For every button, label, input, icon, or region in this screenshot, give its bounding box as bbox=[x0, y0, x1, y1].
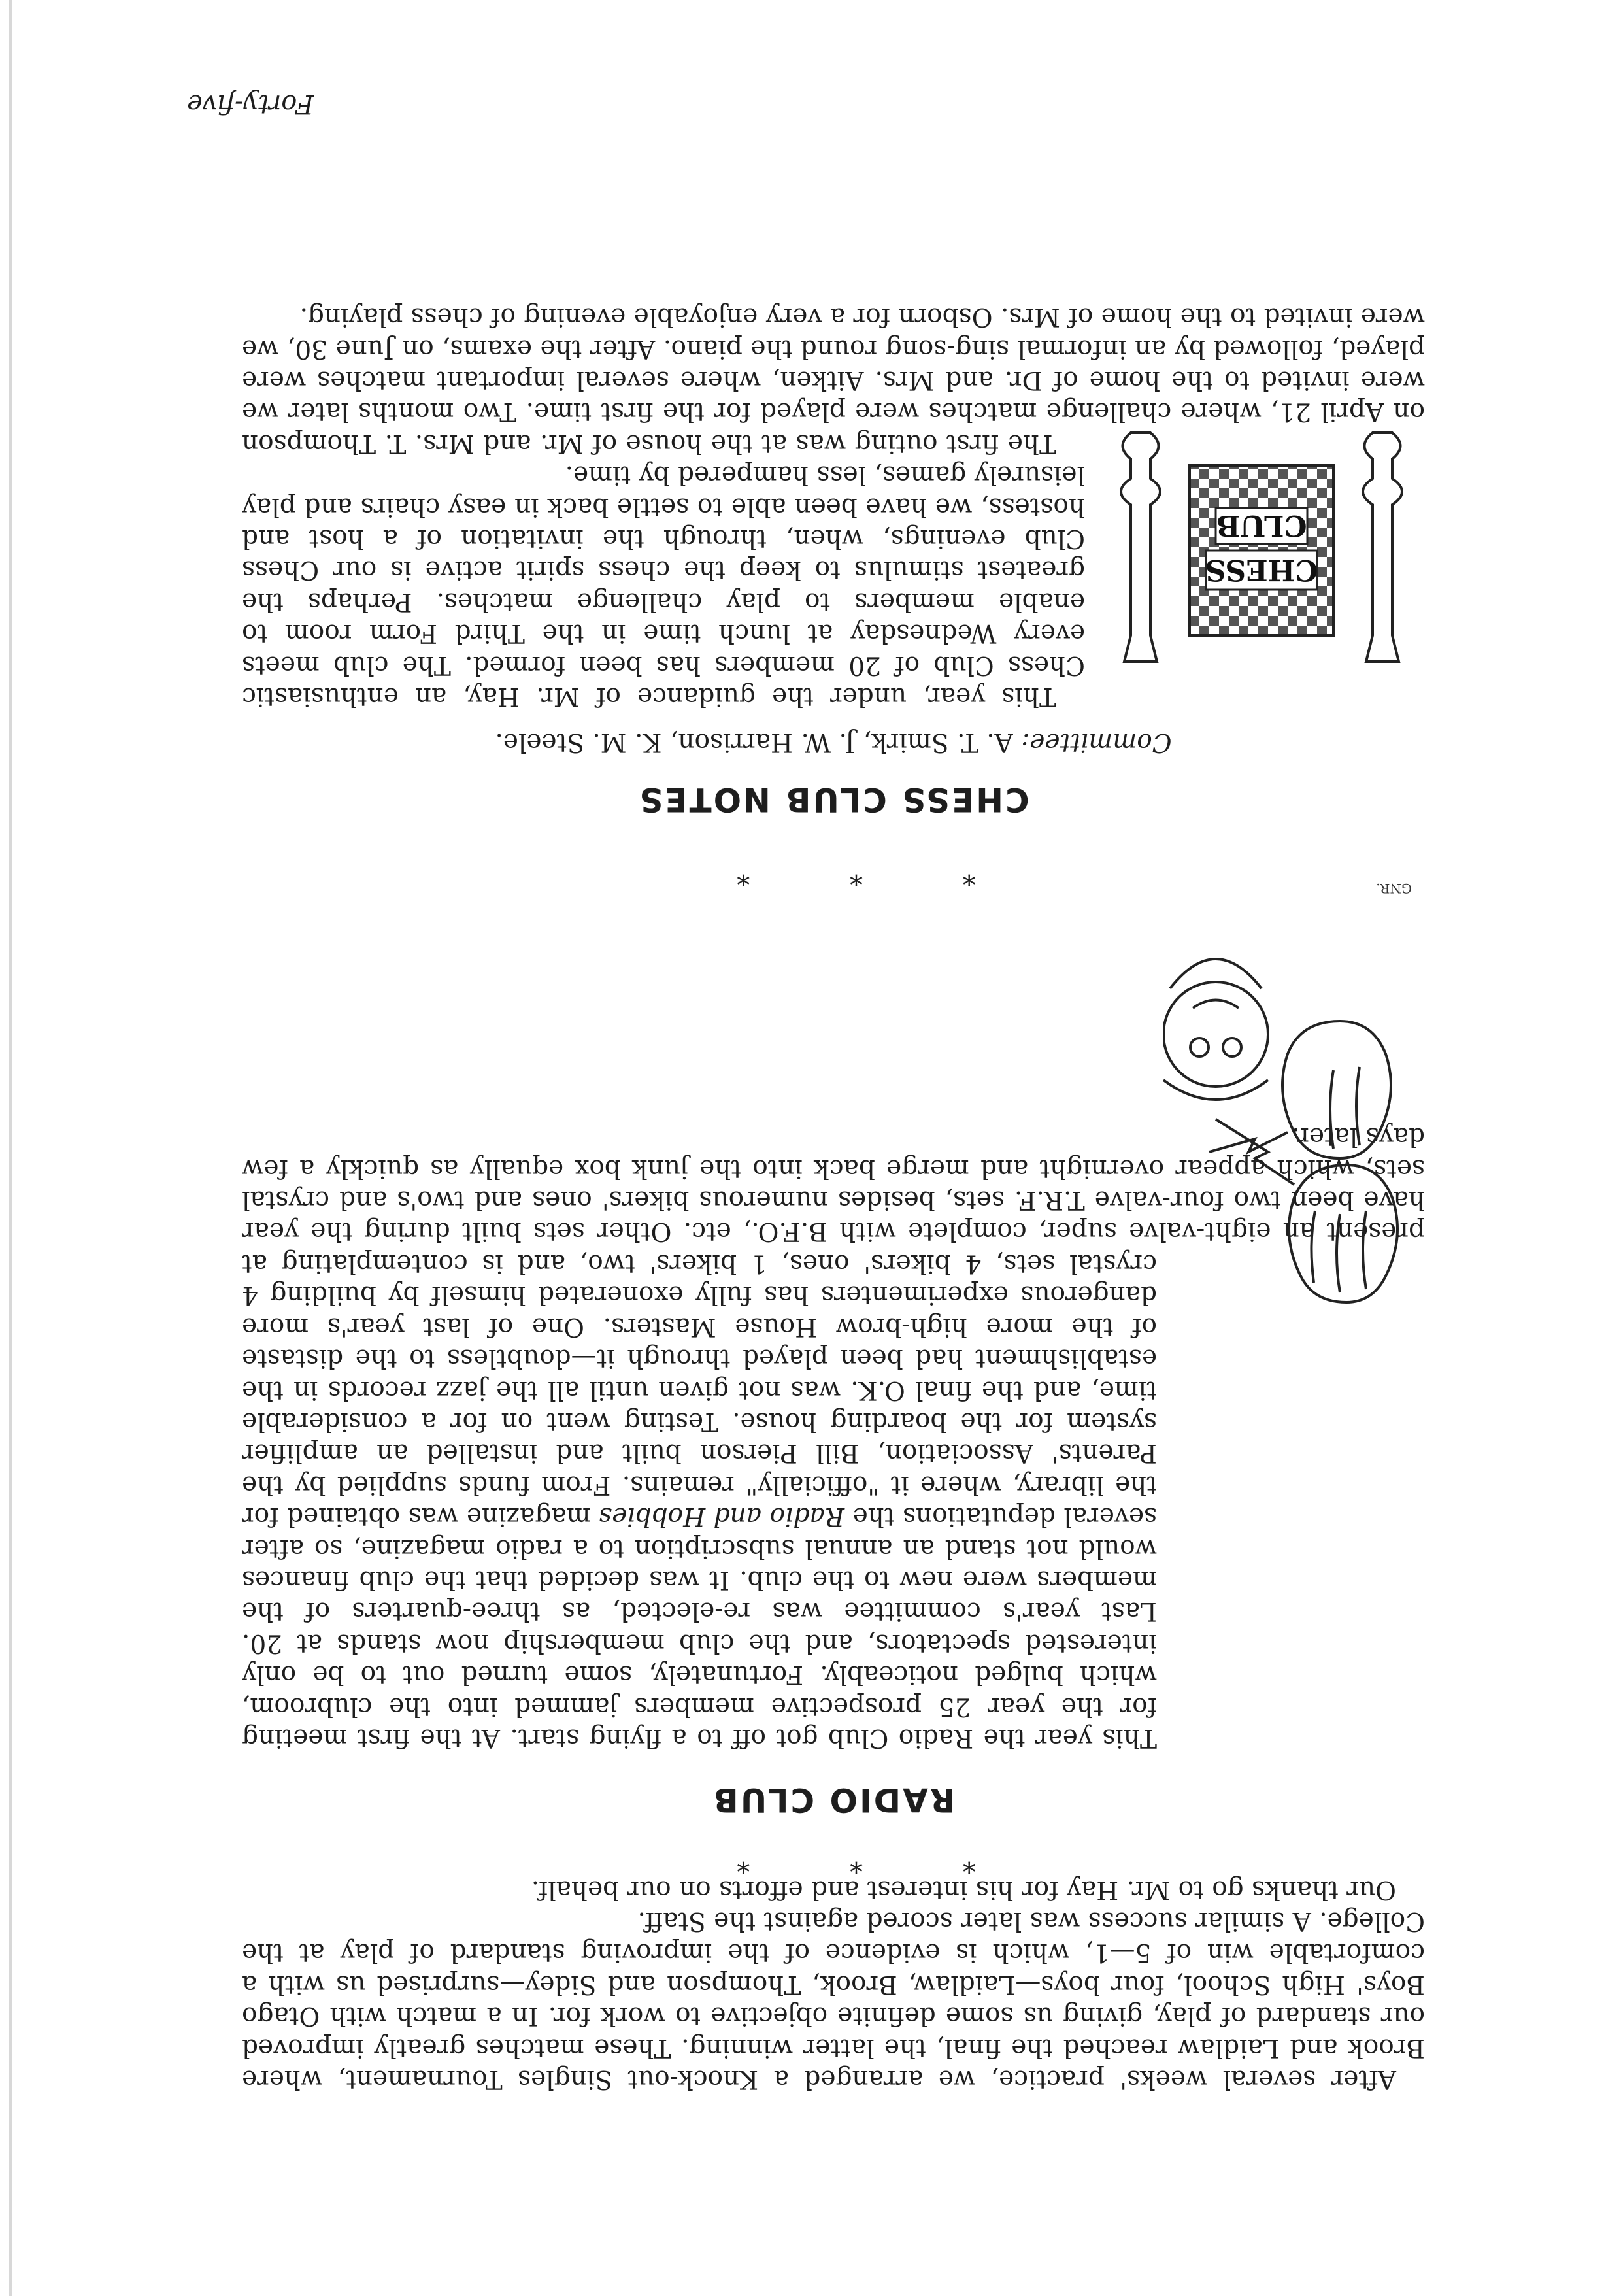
fist-2-icon bbox=[1282, 1021, 1391, 1158]
radio-cartoon-icon bbox=[1163, 871, 1425, 1328]
intro-paragraph: After several weeks' practice, we arranged a Knock-out Singles Tournament, where Brook and Laidlaw reached the final, the latter winning. These matches greatly improved our standard of play, giving us some definite objective to work for. In a match with Otago Boys' High School, four boys—Laidlaw, Brook, Thompson and Sidey—surprised us with a comfortable win of 5—1, which is evidence of the improving standard of play at the College. A similar success was later scored against the Staff. bbox=[242, 1906, 1425, 2094]
magazine-name: Radio and Hobbies bbox=[599, 1502, 845, 1532]
chess-paragraph-1: This year, under the guidance of Mr. Hay, an enthusiastic Chess Club of 20 members has been formed. The club meets every Wednesday at lunch time in the Third Form room to enable members to play challenge matches. Perhaps the greatest stimulus to keep the chess spirit active is our Chess Club evenings, when, through the invitation of a host and hostess, we have been able to settle back in easy chairs and play leisurely games, less hampered by time. bbox=[242, 460, 1085, 711]
cartoon-signature: GNR. bbox=[1376, 881, 1412, 896]
emblem-chess-text: CHESS bbox=[1205, 553, 1318, 586]
radio-club-paragraph: This year the Radio Club got off to a flying start. At the first meeting for the year 25 prospective members jammed into the clubroom, which bulged noticeably. Fortunately, some turned out to be only interested spectators, and the club membership now stands at 20. Last year's committee was re-elected, as three-quarters of the members were new to the club. It was decided that the club finances would not stand an annual subscription to a radio magazine, so after several deputations the Radio and Hobbies magazine was obtained for the library, where it "officially" remains. From funds supplied by the Parents' Association, Bill Pierson built and installed an amplifier system for the boarding house. Testing went on for a considerable time, and the final O.K. was not given until all the jazz records in the establishment had been played through it—doubtless to the distaste of the more high-brow House Masters. One of last year's more dangerous experimenters has fully exonerated himself by building 4 crystal sets, 4 bikers' ones, 1 bikers' two, and is contemplating at present an eight-valve super, complete with B.F.O., etc. Other sets built during the year have been two four-valve T.R.F. sets, besides numerous bikers' ones and two's and crystal sets, which appear overnight and merge back into the junk box equally as quickly a few days later. bbox=[241, 1122, 1425, 1753]
lightning-icon bbox=[1209, 1119, 1294, 1185]
radio-club-heading: RADIO CLUB bbox=[711, 1781, 956, 1819]
chess-piece-left-icon bbox=[1363, 433, 1402, 662]
intro-section bbox=[242, 1873, 1425, 2095]
face-icon bbox=[1163, 982, 1268, 1087]
chess-committee bbox=[242, 728, 1425, 757]
fist-1-icon bbox=[1289, 1165, 1397, 1302]
page-number: Forty-five bbox=[187, 89, 314, 119]
committee-label: Committee: bbox=[1021, 728, 1172, 757]
thanks-paragraph: Our thanks go to Mr. Hay for his interest and efforts on our behalf. bbox=[531, 1874, 1396, 1904]
emblem-club-text: CLUB bbox=[1216, 509, 1307, 542]
separator-2: * * * bbox=[691, 860, 976, 890]
chess-paragraph-2: The first outing was at the house of Mr. and Mrs. T. Thompson on April 21, where challenge matches were played for the first time. Two months later we were invited to the home of Dr. and Mrs. Aitken, where several important matches were played, followed by an informal sing-song round the piano. After the exams, on June 30, we were invited to the home of Mrs. Osborn for a very enjoyable evening of chess playing. bbox=[242, 302, 1425, 458]
chess-club-heading: CHESS CLUB NOTES bbox=[637, 781, 1029, 819]
committee-members: A. T. Smirk, J. W. Harrison, K. M. Steele. bbox=[495, 728, 1013, 757]
radio-cartoon-space bbox=[1157, 1270, 1425, 1753]
chess-club-emblem bbox=[1098, 413, 1425, 675]
chess-piece-right-icon bbox=[1121, 433, 1160, 662]
separator-1: * * * bbox=[691, 1848, 976, 1878]
